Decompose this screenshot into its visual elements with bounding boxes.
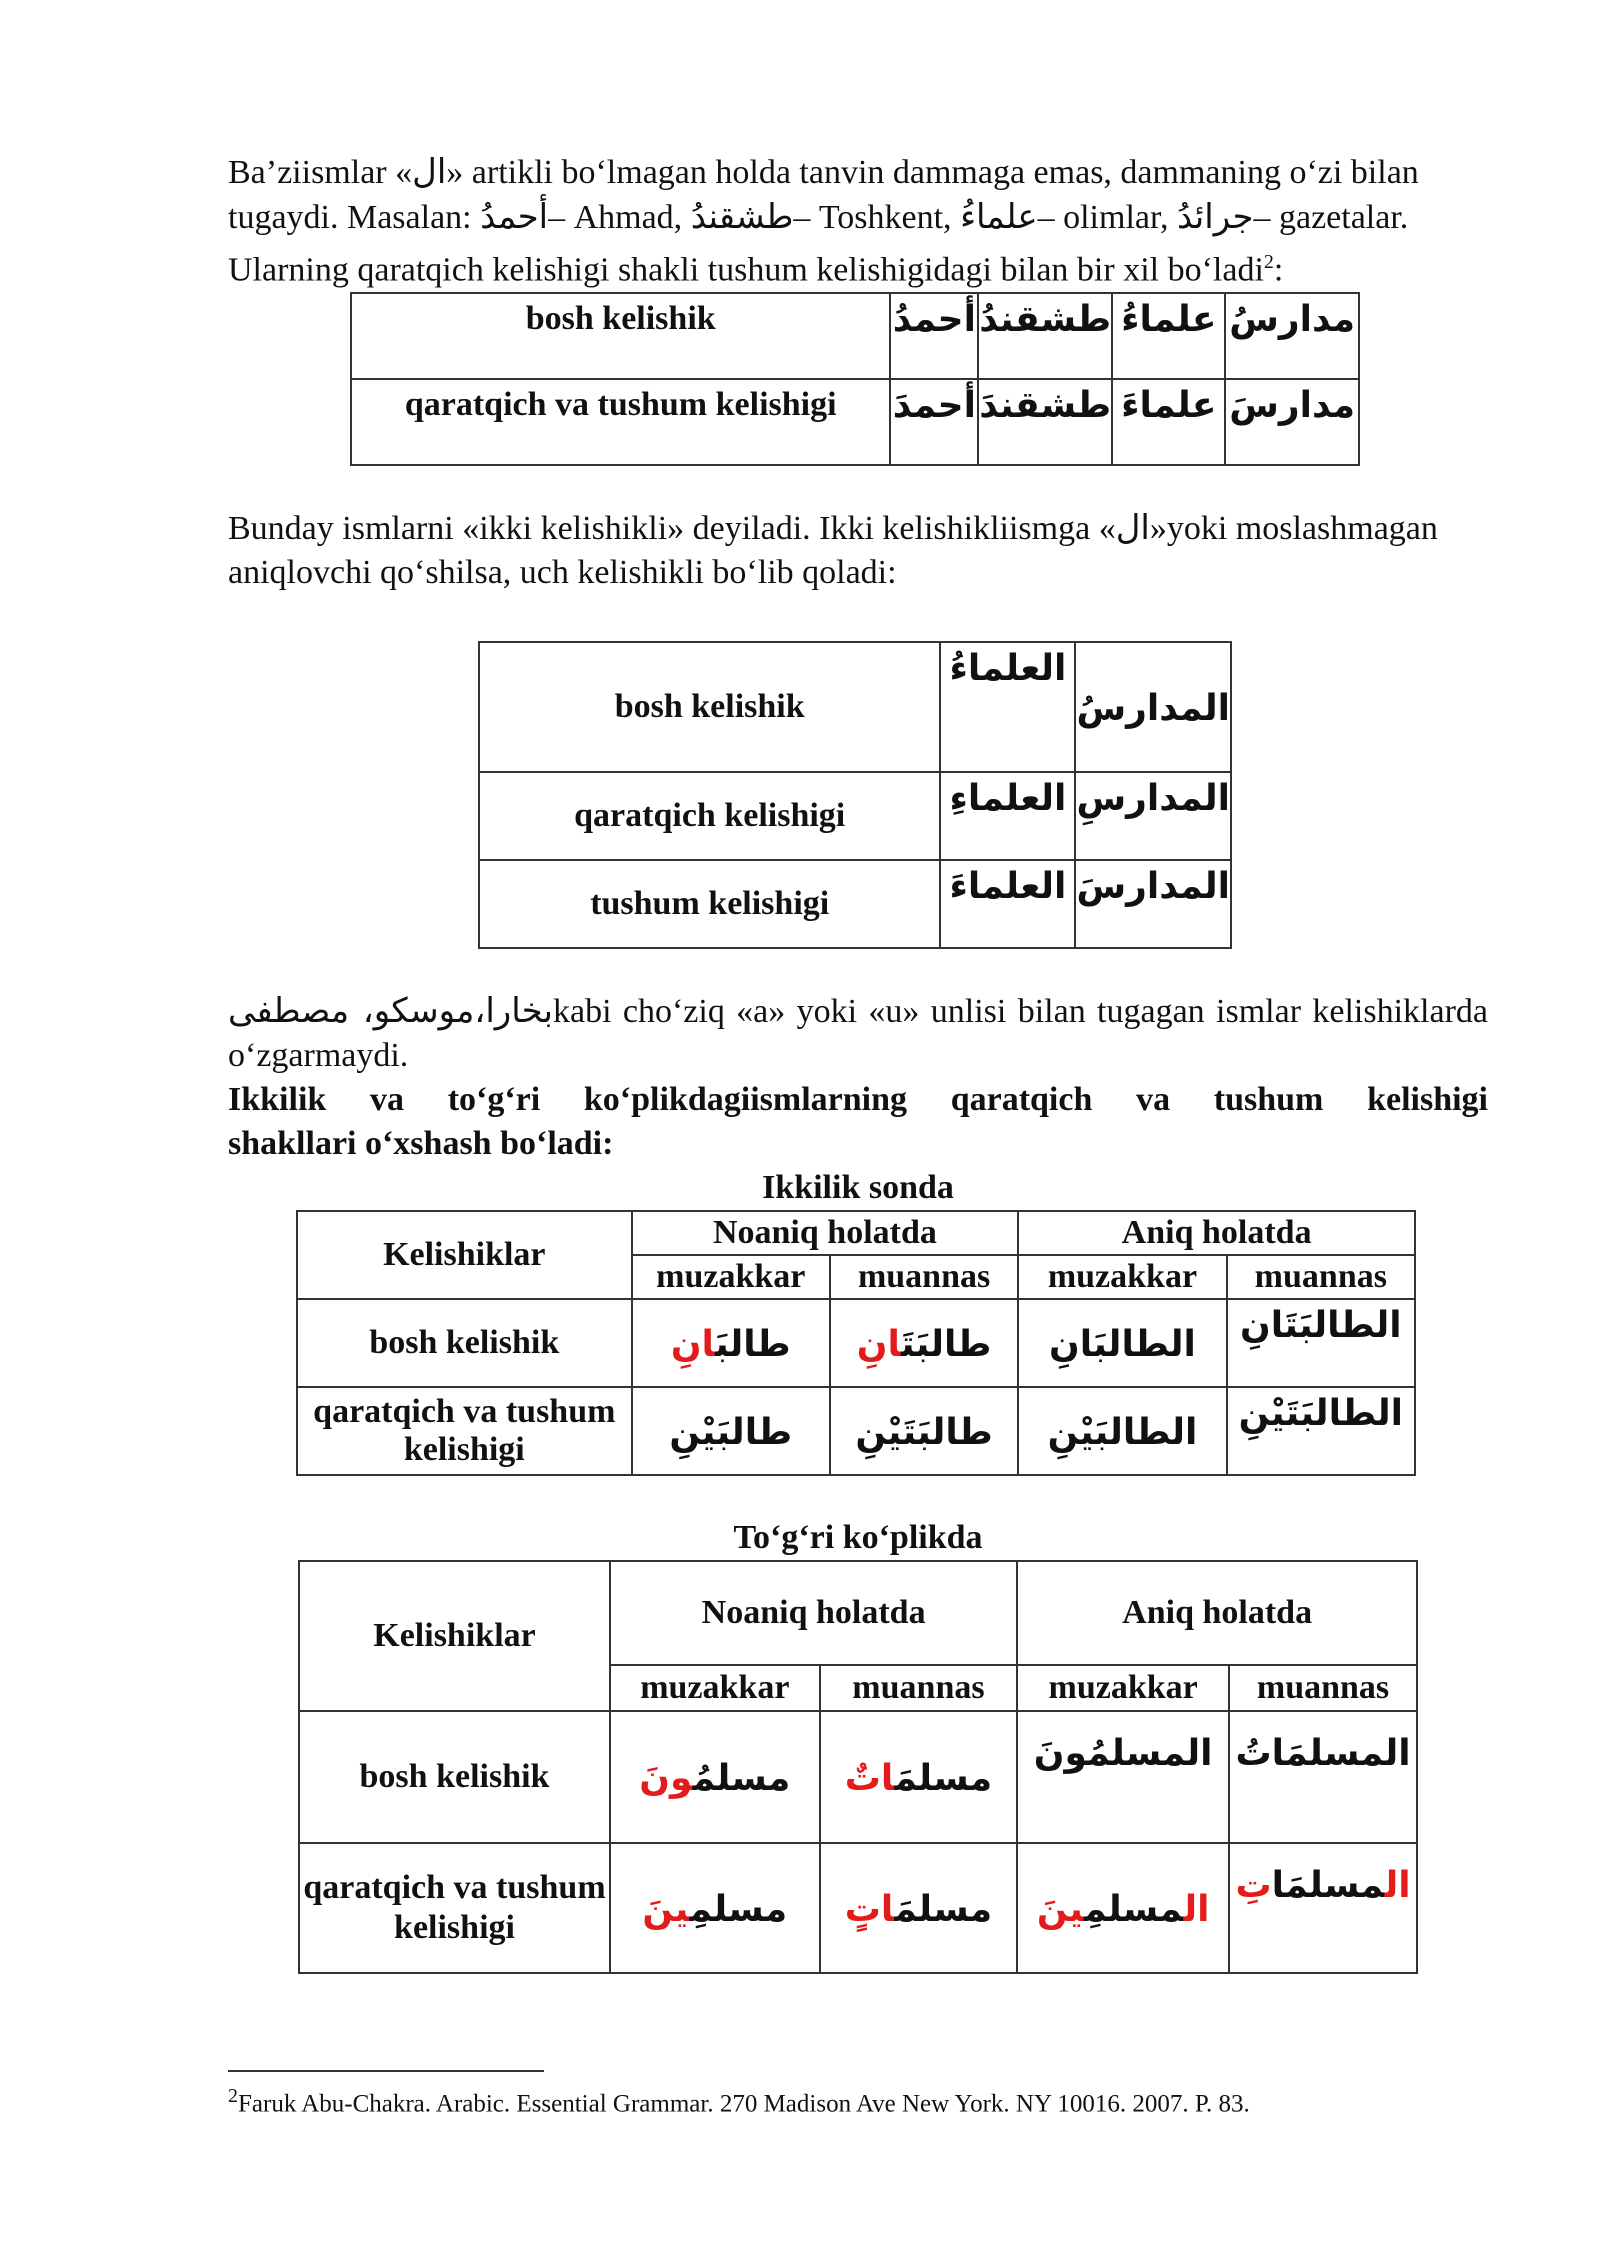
arabic-cell: المدارسِ	[1075, 772, 1231, 860]
arabic-example: طشقندُ	[690, 197, 794, 237]
dual-table	[296, 1210, 1416, 1476]
arabic-cell: المسلمُونَ	[1017, 1711, 1229, 1843]
footnote-text: Faruk Abu-Chakra. Arabic. Essential Grammar. 270 Madison Ave New York. NY 10016. 2007. P. 83.	[238, 2090, 1250, 2118]
case-label: qaratqich va tushum kelishigi	[351, 379, 890, 465]
arabic-cell: مسلمُونَ	[610, 1711, 820, 1843]
sub-header: muzakkar	[632, 1255, 830, 1299]
sub-header: muzakkar	[1018, 1255, 1226, 1299]
group-header-indefinite: Noaniq holatda	[632, 1211, 1019, 1255]
table-caption: To‘g‘ri ko‘plikda	[733, 1519, 983, 1557]
paragraph-2: Bunday ismlarni «ikki kelishikli» deyiladi. Ikki kelishikliismga «ال»yoki moslashmagan aniqlovchi qo‘shilsa, uch kelishikli bo‘lib qoladi:	[228, 508, 1438, 592]
arabic-cell: الطالبَتَانِ	[1227, 1299, 1415, 1387]
sub-header: muannas	[830, 1255, 1018, 1299]
arabic-cell: طشقندُ	[978, 293, 1112, 379]
case-label: qaratqich kelishigi	[479, 772, 940, 860]
table-caption: Ikkilik sonda	[762, 1169, 954, 1207]
case-label: bosh kelishik	[479, 642, 940, 772]
arabic-article: ال	[412, 152, 447, 192]
sub-header: muannas	[1227, 1255, 1415, 1299]
group-header-definite: Aniq holatda	[1017, 1561, 1417, 1665]
sub-header: muzakkar	[1017, 1665, 1229, 1711]
arabic-cell: طالبَانِ	[632, 1299, 830, 1387]
paragraph-3: بخارا،موسكو، مصطفىkabi cho‘ziq «a» yoki «u» unlisi bilan tugagan ismlar kelishiklarda o‘zgarmaydi.	[228, 991, 1488, 1075]
document-page	[228, 150, 1488, 1974]
table-row	[479, 772, 1231, 860]
footnote-ref: 2	[1263, 251, 1274, 273]
table-row	[299, 1711, 1417, 1843]
arabic-cell: مسلمَاتٍ	[820, 1843, 1018, 1973]
case-label: qaratqich va tushum kelishigi	[299, 1843, 610, 1973]
table-row	[299, 1843, 1417, 1973]
arabic-cell: المسلمَاتُ	[1229, 1711, 1417, 1843]
group-header-indefinite: Noaniq holatda	[610, 1561, 1017, 1665]
table-row	[299, 1561, 1417, 1665]
table-row	[479, 642, 1231, 772]
arabic-cell: أحمدُ	[890, 293, 978, 379]
arabic-cell: طالبَتَانِ	[830, 1299, 1018, 1387]
sub-header: muannas	[1229, 1665, 1417, 1711]
arabic-cell: مدارسَ	[1225, 379, 1359, 465]
footnote	[228, 2080, 1250, 2120]
arabic-example: أحمدُ	[480, 197, 549, 237]
arabic-cell: الطالبَتَيْنِ	[1227, 1387, 1415, 1475]
arabic-cell: العلماءَ	[940, 860, 1075, 948]
sound-plural-table	[298, 1560, 1418, 1974]
column-header-cases: Kelishiklar	[299, 1561, 610, 1711]
arabic-cell: مسلمِينَ	[610, 1843, 820, 1973]
footnote-number: 2	[228, 2085, 238, 2107]
case-label: bosh kelishik	[351, 293, 890, 379]
arabic-cell: طالبَتَيْنِ	[830, 1387, 1018, 1475]
arabic-cell: العلماءُ	[940, 642, 1075, 772]
arabic-cell: المدارسُ	[1075, 642, 1231, 772]
arabic-cell: مدارسُ	[1225, 293, 1359, 379]
arabic-cell: المسلمِينَ	[1017, 1843, 1229, 1973]
table-row	[351, 379, 1359, 465]
table-row	[479, 860, 1231, 948]
group-header-definite: Aniq holatda	[1018, 1211, 1415, 1255]
declension-table-diptote	[350, 292, 1360, 466]
arabic-cell: المدارسَ	[1075, 860, 1231, 948]
case-label: qaratqich va tushum kelishigi	[297, 1387, 632, 1475]
table-row	[297, 1211, 1415, 1255]
arabic-cell: طالبَيْنِ	[632, 1387, 830, 1475]
arabic-cell: الطالبَانِ	[1018, 1299, 1226, 1387]
arabic-cell: علماءُ	[1112, 293, 1225, 379]
column-header-cases: Kelishiklar	[297, 1211, 632, 1299]
arabic-article: ال	[1115, 508, 1150, 549]
arabic-cell: العلماءِ	[940, 772, 1075, 860]
case-label: bosh kelishik	[299, 1711, 610, 1843]
arabic-cell: طشقندَ	[978, 379, 1112, 465]
arabic-example: علماءُ	[960, 197, 1038, 237]
table-row	[297, 1387, 1415, 1475]
table-row	[297, 1299, 1415, 1387]
paragraph-4-line2: shakllari o‘xshash bo‘ladi:	[228, 1125, 614, 1163]
arabic-cell: المسلمَاتِ	[1229, 1843, 1417, 1973]
paragraph-1: Ba’ziismlar «ال» artikli bo‘lmagan holda tanvin dammaga emas, dammaning o‘zi bilan tugaydi. Masalan: أحمدُ– Ahmad, طشقندُ– Toshkent, علماءُ– olimlar, جرائدُ– gazetalar. Ularning qaratqich kelishigi shakli tushum kelishigidagi bilan bir xil bo‘ladi$^2$:	[228, 152, 1419, 289]
table-row	[351, 293, 1359, 379]
arabic-cell: الطالبَيْنِ	[1018, 1387, 1226, 1475]
arabic-example: جرائدُ	[1176, 197, 1254, 237]
case-label: tushum kelishigi	[479, 860, 940, 948]
paragraph-4-line1: Ikkilik va to‘g‘ri ko‘plikdagiismlarning qaratqich va tushum kelishigi	[228, 1081, 1488, 1119]
arabic-cell: علماءَ	[1112, 379, 1225, 465]
arabic-example: بخارا،موسكو، مصطفى	[228, 991, 553, 1032]
sub-header: muannas	[820, 1665, 1018, 1711]
case-label: bosh kelishik	[297, 1299, 632, 1387]
footnote-separator	[228, 2070, 544, 2072]
arabic-cell: مسلمَاتٌ	[820, 1711, 1018, 1843]
sub-header: muzakkar	[610, 1665, 820, 1711]
arabic-cell: أحمدَ	[890, 379, 978, 465]
declension-table-triptote	[478, 641, 1232, 949]
